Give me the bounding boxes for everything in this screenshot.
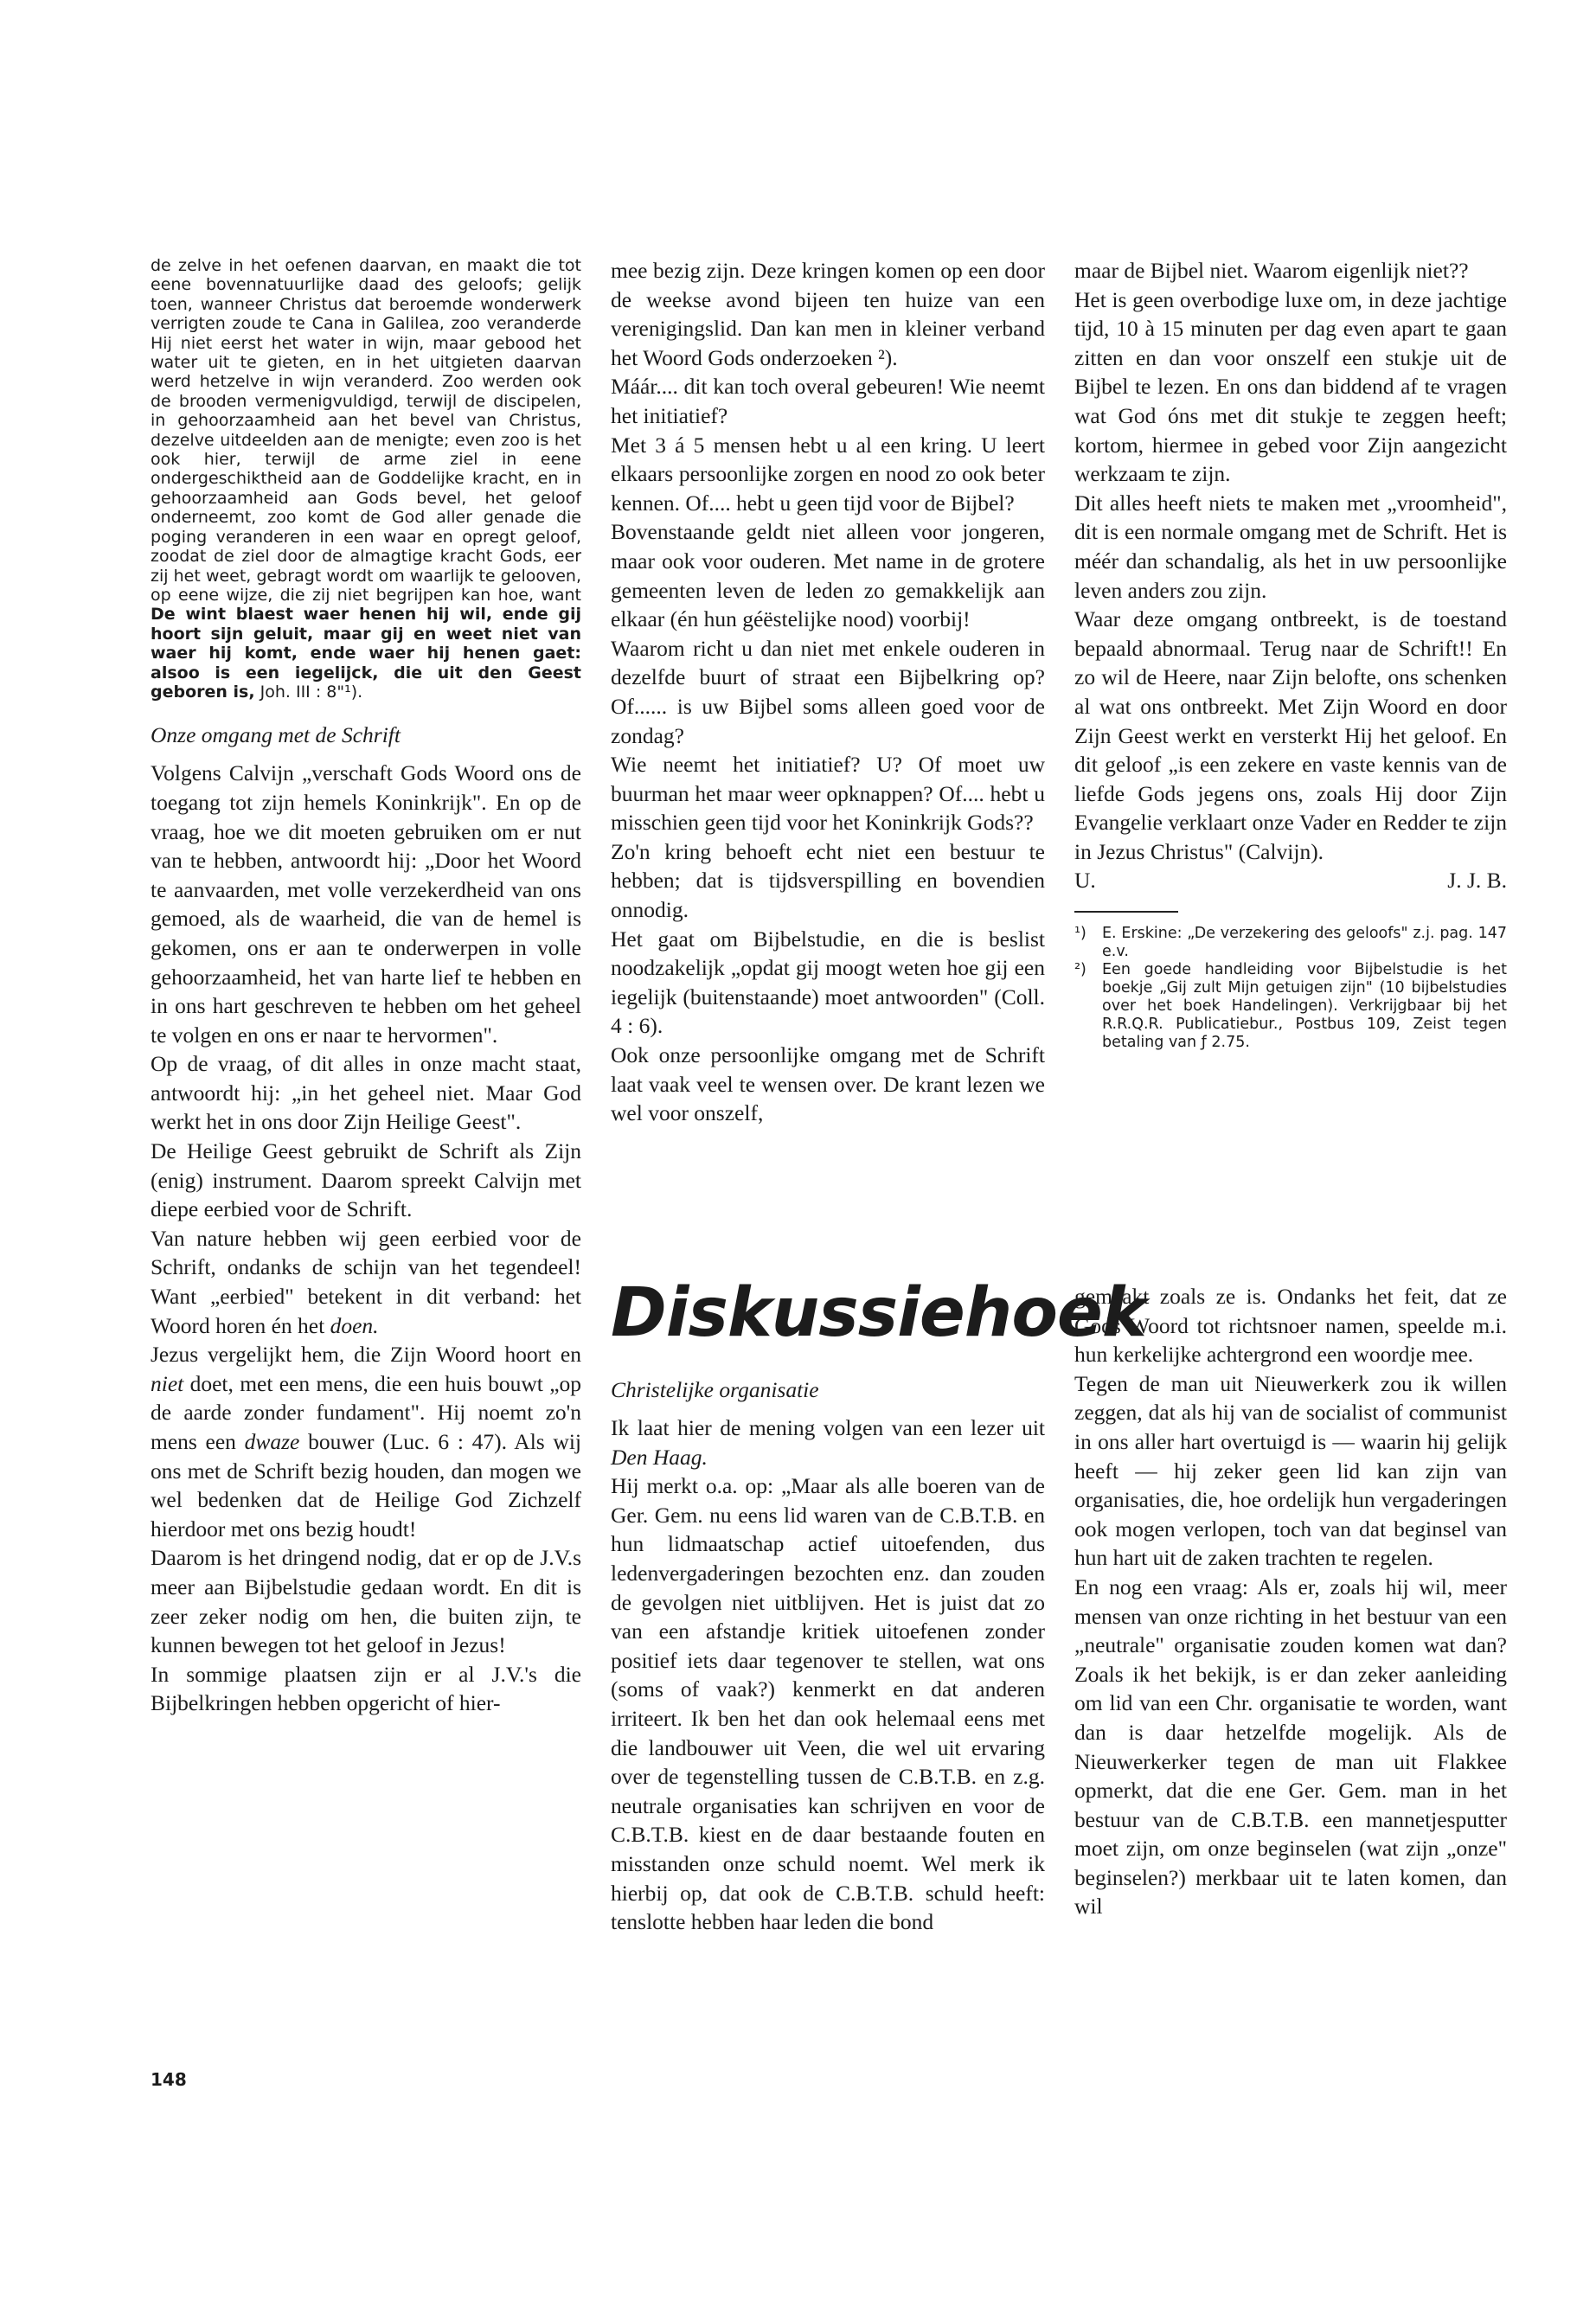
paragraph: Waar deze omgang ontbreekt, is de toestand bepaald abnormaal. Terug naar de Schrift!! En zo wil de Heere, naar Zijn belofte, ons schenken al wat ons ontbreekt. Met Zijn Woord en door Zijn Geest werkt en versterkt Hij het geloof. En dit geloof „is een zekere en vaste kennis van de liefde Gods jegens ons, zoals Hij door Zijn Evangelie verklaart onze Vader en Redder te zijn in Jezus Christus" (Calvijn). <box>1074 606 1507 864</box>
paragraph: gemaakt zoals ze is. Ondanks het feit, dat ze Gods Woord tot richtsnoer namen, speelde m.i. hun kerkelijke achtergrond een woordje mee. <box>1074 1284 1507 1368</box>
quote-paragraph <box>151 256 581 702</box>
paragraph: Bovenstaande geldt niet alleen voor jongeren, maar ook voor ouderen. Met name in de grotere gemeenten leven de leden zo gemakkelijk aan elkaar (én hun géëstelijke nood) voorbij! <box>611 519 1045 632</box>
paragraph: Waarom richt u dan niet met enkele ouderen in dezelfde buurt of straat een Bijbelkring op? Of...... is uw Bijbel soms alleen goed voor de zondag? <box>611 635 1045 748</box>
footnote-2 <box>1074 961 1507 1052</box>
page-number: 148 <box>151 2069 187 2090</box>
diskussie-subheading: Christelijke organisatie <box>611 1377 819 1402</box>
signature-initials: J. J. B. <box>1447 868 1507 894</box>
quote-reference: Joh. III : 8"¹). <box>260 682 363 702</box>
section-body <box>151 759 581 1718</box>
paragraph: Jezus vergelijkt hem, die Zijn Woord hoort en niet doet, met een mens, die een huis bouwt „op de aarde zonder fundament". Hij noemt zo'n mens een dwaze bouwer (Luc. 6 : 47). Als wij ons met de Schrift bezig houden, dan mogen we wel bedenken dat de Heilige God Zichzelf hierdoor met ons bezig houdt! <box>151 1342 582 1541</box>
section-title-diskussiehoek: Diskussiehoek <box>611 1274 1146 1352</box>
section-heading: Onze omgang met de Schrift <box>151 722 401 748</box>
paragraph: Zo'n kring behoeft echt niet een bestuur te hebben; dat is tijdsverspilling en bovendien onnodig. <box>611 838 1045 923</box>
paragraph: Tegen de man uit Nieuwerkerk zou ik willen zeggen, dat als hij van de socialist of communist in ons aller hart overtuigd is — waarin hij gelijk heeft — hij zeker geen lid kan zijn van organisaties, die, hoe ordelijk hun vergaderingen ook mogen verlopen, toch van dat beginsel van hun hart uit de zaken trachten te regelen. <box>1074 1370 1507 1571</box>
footnote-divider <box>1074 911 1178 913</box>
footnote-mark: ²) <box>1074 961 1086 979</box>
paragraph: Daarom is het dringend nodig, dat er op de J.V.s meer aan Bijbelstudie gedaan wordt. En dit is zeer zeker nodig om hen, die buiten zijn, te kunnen bewegen tot het geloof in Jezus! <box>151 1545 581 1658</box>
signature <box>1074 866 1507 895</box>
footnote-text: E. Erskine: „De verzekering des geloofs" z.j. pag. 147 e.v. <box>1102 925 1507 961</box>
paragraph: Ik laat hier de mening volgen van een lezer uit Den Haag. <box>611 1415 1045 1470</box>
paragraph: Het gaat om Bijbelstudie, en die is beslist noodzakelijk „opdat gij moogt weten hoe gij een iegelijk (buitenstaande) moet antwoorden" (Coll. 4 : 6). <box>611 926 1045 1039</box>
quote-text: de zelve in het oefenen daarvan, en maakt die tot eene bovennatuurlijke daad des geloofs; gelijk toen, wanneer Christus dat beroemde wonderwerk verrigten zoude te Cana in Galilea, zoo veranderde Hij niet eerst het water in wijn, maar gebood het water uit te gieten, en in het uitgieten daarvan werd hetzelve in wijn veranderd. Zoo werden ook de brooden vermenigvuldigd, terwijl de discipelen, in gehoorzaamheid aan het bevel van Christus, dezelve uitdeelden aan de menigte; even zoo is het ook hier, terwijl de arme ziel in eene ondergeschiktheid aan de Goddelijke kracht, en in gehoorzaamheid aan Gods bevel, het geloof onderneemt, zoo komt de God aller genade die poging veranderen in een waar en opregt geloof, zoodat de ziel door de almagtige kracht Gods, eer zij het weet, gebragt wordt om waarlijk te gelooven, op eene wijze, die zij niet begrijpen kan hoe, want <box>151 256 581 605</box>
paragraph: De Heilige Geest gebruikt de Schrift als Zijn (enig) instrument. Daarom spreekt Calvijn met diepe eerbied voor de Schrift. <box>151 1138 581 1222</box>
footnote-text: Een goede handleiding voor Bijbelstudie is het boekje „Gij zult Mijn getuigen zijn" (10 bijbelstudies over het boek Handelingen). Verkrijgbaar bij het R.R.Q.R. Publicatiebur., Postbus 109, Zeist tegen betaling van ƒ 2.75. <box>1102 961 1507 1052</box>
paragraph: Het is geen overbodige luxe om, in deze jachtige tijd, 10 à 15 minuten per dag even apart te gaan zitten en dan voor onszelf een stukje uit de Bijbel te lezen. En ons dan biddend af te vragen wat God óns met dit stukje te zeggen heeft; kortom, hiermee in gebed voor Zijn aangezicht werkzaam te zijn. <box>1074 286 1507 487</box>
paragraph: maar de Bijbel niet. Waarom eigenlijk niet?? <box>1074 258 1469 283</box>
paragraph: Met 3 á 5 mensen hebt u al een kring. U leert elkaars persoonlijke zorgen en nood zo ook beter kennen. Of.... hebt u geen tijd voor de Bijbel? <box>611 432 1045 516</box>
footnote-mark: ¹) <box>1074 925 1086 943</box>
paragraph: Wie neemt het initiatief? U? Of moet uw buurman het maar weer opknappen? Of.... hebt u misschien geen tijd voor het Koninkrijk Gods?? <box>611 752 1045 836</box>
paragraph: En nog een vraag: Als er, zoals hij wil, meer mensen van onze richting in het bestuur van een „neutrale" organisatie zouden komen wat dan? Zoals ik het bekijk, is er dan zeker aanleiding om lid van een Chr. organisatie te worden, want dan is daar hetzelfde mogelijk. Als de Nieuwerkerker tegen de man uit Flakkee opmerkt, dat die ene Ger. Gem. man in het bestuur van de C.B.T.B. een mannetjesputter moet zijn, om onze beginselen (wat zijn „onze" beginselen?) merkbaar uit te laten komen, dan wil <box>1074 1574 1507 1920</box>
quote-bold-text: De wint blaest waer henen hij wil, ende gij hoort sijn geluit, maar gij en weet niet van waer hij komt, ende waer hij henen gaet: alsoo is een iegelijck, die uit den Geest geboren is, <box>151 605 581 702</box>
column-1 <box>151 256 581 1718</box>
paragraph: Máár.... dit kan toch overal gebeuren! Wie neemt het initiatief? <box>611 374 1045 428</box>
paragraph: Van nature hebben wij geen eerbied voor de Schrift, ondanks de schijn van het tegendeel! Want „eerbied" betekent in dit verband: het Woord horen én het doen. <box>151 1225 581 1338</box>
footnote-1 <box>1074 925 1507 961</box>
paragraph: In sommige plaatsen zijn er al J.V.'s die Bijbelkringen hebben opgericht of hier- <box>151 1661 581 1716</box>
diskussie-column-3 <box>1074 1282 1507 1921</box>
paragraph: Volgens Calvijn „verschaft Gods Woord ons de toegang tot zijn hemels Koninkrijk". En op de vraag, hoe we dit moeten gebruiken om er nut van te hebben, antwoordt hij: „Door het Woord te aanvaarden, met volle verzekerdheid van ons gemoed, als de waarheid, die van de hemel is gekomen, ons er aan te onderwerpen in volle gehoorzaamheid, het van harte lief te hebben en in ons hart geschreven te hebben om het geheel te volgen en ons er naar te hervormen". <box>151 760 581 1048</box>
paragraph: Dit alles heeft niets te maken met „vroomheid", dit is een normale omgang met de Schrift. Het is méér dan schandalig, als het in uw persoonlijke leven anders zou zijn. <box>1074 490 1507 603</box>
footnotes <box>1074 925 1507 1052</box>
paragraph: Op de vraag, of dit alles in onze macht staat, antwoordt hij: „in het geheel niet. Maar God werkt het in ons door Zijn Heilige Geest". <box>151 1051 581 1135</box>
paragraph: Ook onze persoonlijke omgang met de Schrift laat vaak veel te wensen over. De krant lezen we wel voor onszelf, <box>611 1042 1045 1126</box>
diskussie-column-2 <box>611 1375 1045 1937</box>
signature-place: U. <box>1074 868 1096 894</box>
column-3 <box>1074 256 1507 1052</box>
paragraph: Hij merkt o.a. op: „Maar als alle boeren van de Ger. Gem. nu eens lid waren van de C.B.T.B. en hun lidmaatschap actief uitoefenden, dus ledenvergaderingen bezochten enz. dan zouden de gevolgen niet uitblijven. Het is juist dat zo van een afstandje kritiek uitoefenen zonder positief iets daar tegenover te stellen, wat ons (soms of vaak?) kenmerkt en dat anderen irriteert. Ik ben het dan ook helemaal eens met die landbouwer uit Veen, die wel uit ervaring over de tegenstelling tussen de C.B.T.B. en z.g. neutrale organisaties kan schrijven en voor de C.B.T.B. kiest en de daar bestaande fouten en misstanden onze schuld noemt. Wel merk ik hierbij op, dat ook de C.B.T.B. schuld heeft: tenslotte hebben haar leden die bond <box>611 1473 1045 1935</box>
column-2 <box>611 256 1045 1128</box>
paragraph: mee bezig zijn. Deze kringen komen op een door de weekse avond bijeen ten huize van een verenigingslid. Dan kan men in kleiner verband het Woord Gods onderzoeken ²). <box>611 258 1045 370</box>
